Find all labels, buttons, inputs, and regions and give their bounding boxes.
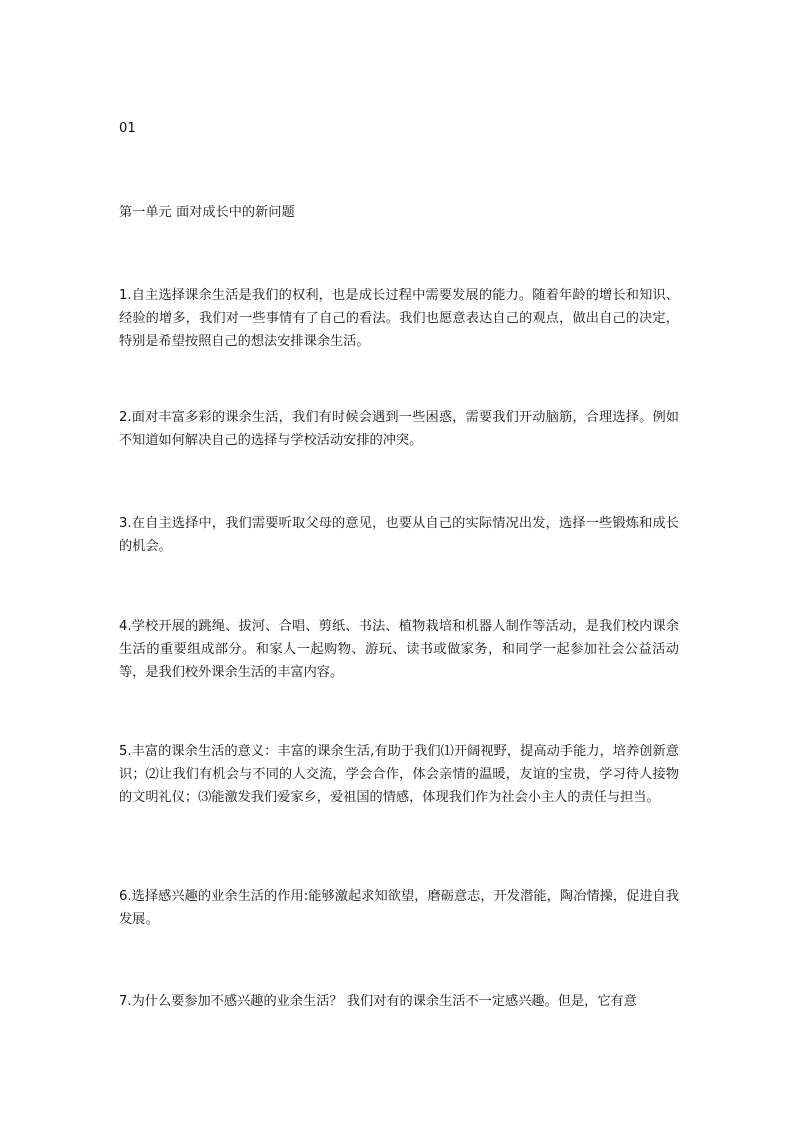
page-number: 01 (119, 121, 136, 136)
paragraph-7: 7.为什么要参加不感兴趣的业余生活？ 我们对有的课余生活不一定感兴趣。但是，它有意 (119, 994, 637, 1009)
paragraph-2: 2.面对丰富多彩的课余生活，我们有时候会遇到一些困惑，需要我们开动脑筋，合理选择。例如不知道如何解决自己的选择与学校活动安排的冲突。 (119, 410, 679, 448)
paragraph-5: 5.丰富的课余生活的意义：丰富的课余生活,有助于我们⑴开阔视野，提高动手能力，培养创新意识；⑵让我们有机会与不同的人交流，学会合作，体会亲情的温暖，友谊的宝贵，学习待人接物的文明礼仪；⑶能激发我们爱家乡，爱祖国的情感，体现我们作为社会小主人的责任与担当。 (119, 744, 679, 805)
paragraph-4: 4.学校开展的跳绳、拔河、合唱、剪纸、书法、植物栽培和机器人制作等活动，是我们校内课余生活的重要组成部分。和家人一起购物、游玩、读书或做家务，和同学一起参加社会公益活动等，是我们校外课余生活的丰富内容。 (119, 619, 679, 680)
paragraph-6: 6.选择感兴趣的业余生活的作用:能够激起求知欲望，磨砺意志，开发潜能，陶冶情操，促进自我发展。 (119, 889, 679, 927)
unit-title: 第一单元 面对成长中的新问题 (119, 205, 295, 220)
paragraph-1: 1.自主选择课余生活是我们的权利，也是成长过程中需要发展的能力。随着年龄的增长和知识、经验的增多，我们对一些事情有了自己的看法。我们也愿意表达自己的观点，做出自己的决定，特别是希望按照自己的想法安排课余生活。 (119, 288, 679, 349)
paragraph-3: 3.在自主选择中，我们需要听取父母的意见，也要从自己的实际情况出发，选择一些锻炼和成长的机会。 (119, 516, 679, 554)
